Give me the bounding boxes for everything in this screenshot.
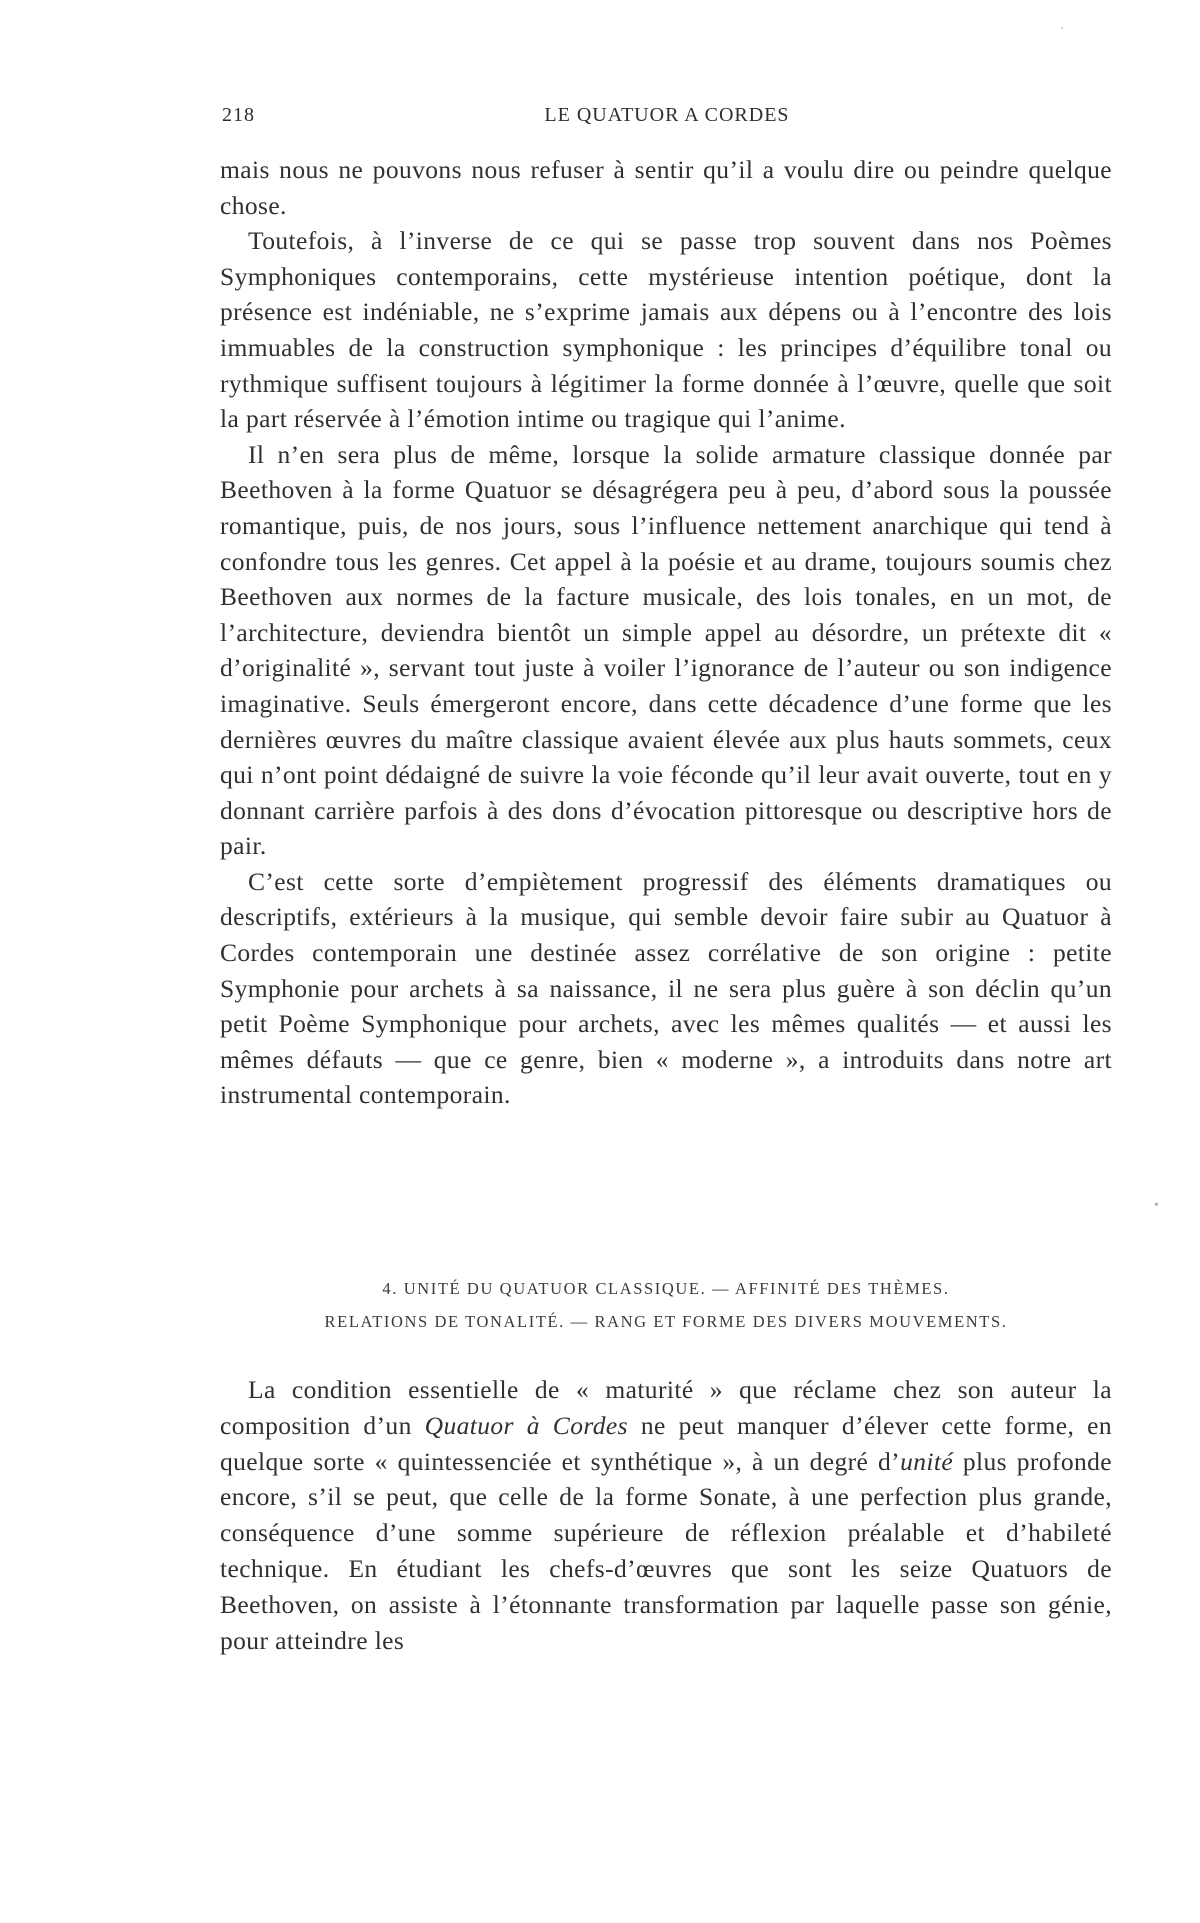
paragraph: Il n’en sera plus de même, lorsque la solide armature classique donnée par Beethoven à la forme Quatuor se désagrégera peu à peu, d’abord sous la poussée romantique, puis, de nos jours, sous l’influence nettement anarchique qui tend à confondre tous les genres. Cet appel à la poésie et au drame, toujours soumis chez Beethoven aux normes de la facture musicale, des lois tonales, en un mot, de l’architecture, deviendra bientôt un simple appel au désordre, un prétexte dit « d’originalité », servant tout juste à voiler l’ignorance de l’auteur ou son indigence imaginative. Seuls émergeront encore, dans cette décadence d’une forme que les dernières œuvres du maître classique avaient élevée aux plus hauts sommets, ceux qui n’ont point dédaigné de suivre la voie féconde qu’il leur avait ouverte, tout en y donnant carrière parfois à des dons d’évocation pittoresque ou descriptive hors de pair. [220,439,1112,861]
paragraph: C’est cette sorte d’empiètement progressif des éléments dramatiques ou descriptifs, extérieurs à la musique, qui semble devoir faire subir au Quatuor à Cordes contemporain une destinée assez corrélative de son origine : petite Symphonie pour archets à sa naissance, il ne sera plus guère à son déclin qu’un petit Poème Symphonique pour archets, avec les mêmes qualités — et aussi les mêmes défauts — que ce genre, bien « moderne », a introduits dans notre art instrumental contemporain. [220,866,1112,1110]
paragraph-text: plus profonde encore, s’il se peut, que celle de la forme Sonate, à une perfection plus grande, conséquence d’une somme supérieure de réflexion préalable et d’habileté technique. En étudiant les chefs-d’œuvres que sont les seize Quatuors de Beethoven, on assiste à l’étonnante transformation par laquelle passe son génie, pour atteindre les [220,1446,1112,1655]
running-header [222,104,1112,136]
margin-speck: • [1154,1198,1159,1213]
margin-speck: · [1060,22,1065,37]
section-heading [220,1272,1112,1338]
body-text-upper [220,152,1112,1113]
paragraph [220,1372,1112,1658]
section-heading-line: 4. UNITÉ DU QUATUOR CLASSIQUE. — AFFINITÉ DES THÈMES. [382,1279,950,1298]
section-heading-line: RELATIONS DE TONALITÉ. — RANG ET FORME DES DIVERS MOUVEMENTS. [324,1312,1008,1331]
body-text-lower [220,1372,1112,1658]
italic-title: Quatuor à Cordes [424,1410,628,1440]
paragraph-text: La condition essentielle de « maturité » que réclame chez son auteur la composition d’un [220,1375,1112,1440]
page-number: 218 [222,104,255,126]
italic-term: unité [900,1446,954,1476]
paragraph-text: ne peut manquer d’élever cette forme, en quelque sorte « quintessenciée et synthétique », à un degré d’ [220,1410,1112,1476]
running-title: LE QUATUOR A CORDES [544,104,790,126]
continuation-paragraph: mais nous ne pouvons nous refuser à sentir qu’il a voulu dire ou peindre quelque chose. [220,155,1112,220]
paragraph: Toutefois, à l’inverse de ce qui se passe trop souvent dans nos Poèmes Symphoniques contemporains, cette mystérieuse intention poétique, dont la présence est indéniable, ne s’exprime jamais aux dépens ou à l’encontre des lois immuables de la construction symphonique : les principes d’équilibre tonal ou rythmique suffisent toujours à légitimer la forme donnée à l’œuvre, quelle que soit la part réservée à l’émotion intime ou tragique qui l’anime. [220,226,1112,434]
